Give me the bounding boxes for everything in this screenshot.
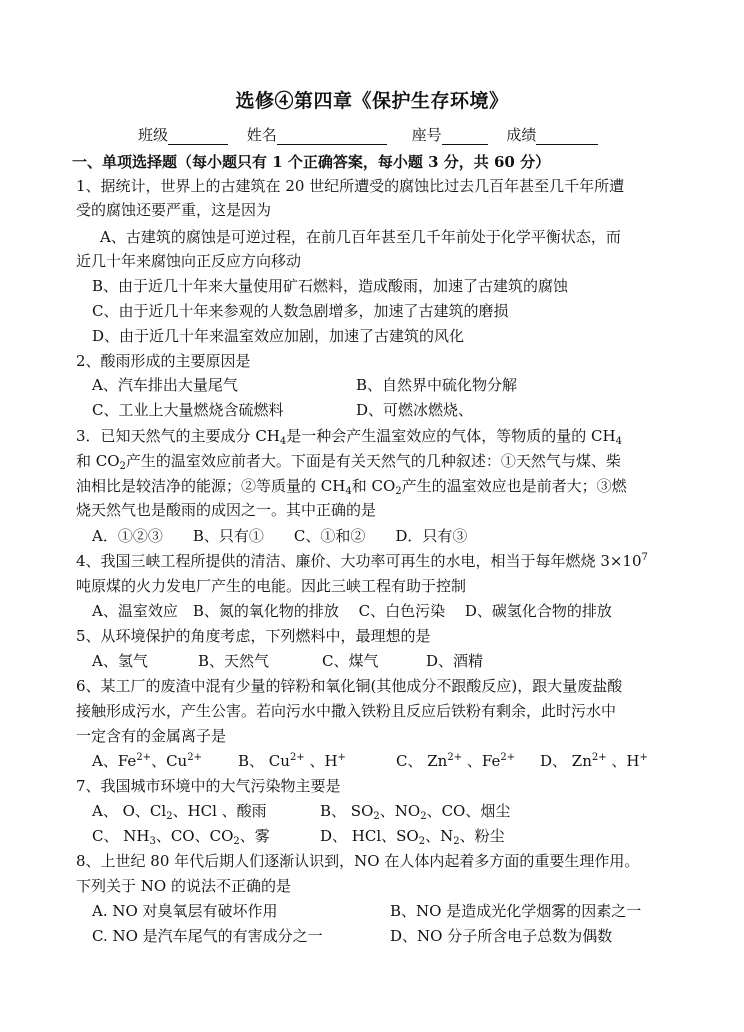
- q6-option-d: [540, 751, 648, 771]
- q7-a-text: A、 O、Cl: [92, 802, 167, 820]
- seat-label: 座号: [411, 126, 442, 144]
- q5-option-a: A、氢气: [92, 652, 148, 670]
- q6-line3: 一定含有的金属离子是: [76, 727, 227, 745]
- superscript: +: [337, 752, 346, 763]
- subscript: 4: [615, 436, 622, 447]
- q4-options: A、温室效应 B、氮的氧化物的排放 C、白色污染 D、碳氢化合物的排放: [92, 602, 612, 620]
- q3-line1-part-a: 3．已知天然气的主要成分 CH: [76, 427, 280, 445]
- q6-c-text: C、 Zn: [396, 752, 448, 770]
- score-label: 成绩: [506, 126, 537, 144]
- q4-line2: 吨原煤的火力发电厂产生的电能。因此三峡工程有助于控制: [76, 577, 467, 595]
- score-field: [506, 124, 598, 145]
- q3-line4: 烧天然气也是酸雨的成因之一。其中正确的是: [76, 501, 377, 519]
- q2-option-b: B、自然界中硫化物分解: [356, 376, 518, 394]
- subscript: 2: [420, 811, 427, 822]
- q7-d-text: D、 HCl、SO: [320, 827, 419, 845]
- q1-option-c: C、由于近几十年来参观的人数急剧增多，加速了古建筑的磨损: [92, 302, 509, 320]
- q5-option-b: B、天然气: [198, 652, 270, 670]
- superscript: 2+: [136, 752, 152, 763]
- q7-c-text: C、 NH: [92, 827, 150, 845]
- seat-blank[interactable]: [442, 130, 488, 145]
- q2-option-a: A、汽车排出大量尾气: [92, 376, 238, 394]
- q2-stem: 2、酸雨形成的主要原因是: [76, 352, 251, 370]
- q1-option-d: D、由于近几十年来温室效应加剧，加速了古建筑的风化: [92, 327, 465, 345]
- q5-option-c: C、煤气: [322, 652, 379, 670]
- q3-line2: [76, 451, 621, 471]
- q6-b-text2: 、H: [304, 752, 338, 770]
- q7-a-rest: 、HCl 、酸雨: [172, 802, 267, 820]
- q8-line2: 下列关于 NO 的说法不正确的是: [76, 877, 291, 895]
- q1-option-b: B、由于近几十年来大量使用矿石燃料，造成酸雨，加速了古建筑的腐蚀: [92, 277, 569, 295]
- section-heading: 一、单项选择题（每小题只有 1 个正确答案，每小题 3 分，共 60 分）: [72, 153, 551, 171]
- q8-option-a: A. NO 对臭氧层有破坏作用: [92, 902, 278, 920]
- q3-line3-part-b: 和 CO: [351, 477, 396, 495]
- subscript: 2: [453, 836, 460, 847]
- superscript: 2+: [289, 752, 305, 763]
- class-field: [138, 124, 228, 145]
- q3-line2-part-b: 产生的温室效应前者大。下面是有关天然气的几种叙述：①天然气与煤、柴: [125, 452, 621, 470]
- q6-d-text2: 、H: [606, 752, 640, 770]
- q6-option-b: [238, 751, 346, 771]
- subscript: 2: [395, 486, 402, 497]
- q4-line1: [76, 551, 648, 571]
- seat-field: [412, 124, 488, 145]
- superscript: 7: [641, 552, 648, 563]
- subscript: 2: [233, 836, 240, 847]
- q6-line1: 6、某工厂的废渣中混有少量的锌粉和氧化铜(其他成分不跟酸反应)，跟大量废盐酸: [76, 677, 623, 695]
- q3-options: A．①②③ B、只有① C、①和② D．只有③: [92, 527, 468, 545]
- q3-line3-part-a: 油相比是较洁净的能源；②等质量的 CH: [76, 477, 346, 495]
- superscript: 2+: [591, 752, 607, 763]
- superscript: 2+: [447, 752, 463, 763]
- superscript: 2+: [187, 752, 202, 763]
- q6-option-a: [92, 751, 202, 771]
- q2-option-d: D、可燃冰燃烧、: [356, 401, 474, 419]
- q8-option-c: C. NO 是汽车尾气的有害成分之一: [92, 927, 323, 945]
- q7-option-d: [320, 826, 505, 846]
- q6-line2: 接触形成污水，产生公害。若向污水中撒入铁粉且反应后铁粉有剩余，此时污水中: [76, 702, 617, 720]
- subscript: 2: [418, 836, 426, 847]
- superscript: 2+: [500, 752, 516, 763]
- q7-stem: 7、我国城市环境中的大气污染物主要是: [76, 777, 341, 795]
- q7-option-b: [320, 801, 510, 821]
- class-blank[interactable]: [168, 130, 228, 145]
- q8-option-b: B、NO 是造成光化学烟雾的因素之一: [390, 902, 642, 920]
- q7-b-text: B、 SO: [320, 802, 374, 820]
- q6-option-c: [396, 751, 515, 771]
- q3-line1: [76, 426, 622, 446]
- q7-c-rest: 、雾: [239, 827, 270, 845]
- q4-line1-text: 4、我国三峡工程所提供的清洁、廉价、大功率可再生的水电，相当于每年燃烧 3×10: [76, 552, 642, 570]
- q7-option-a: [92, 801, 267, 821]
- q6-c-text2: 、Fe: [462, 752, 501, 770]
- subscript: 3: [149, 836, 156, 847]
- class-label: 班级: [138, 126, 169, 144]
- name-label: 姓名: [246, 126, 277, 144]
- name-field: [247, 124, 387, 145]
- superscript: +: [639, 752, 648, 763]
- subscript: 2: [166, 811, 173, 822]
- q3-line3-part-c: 产生的温室效应也是前者大；③燃: [401, 477, 627, 495]
- q7-d-mid: 、N: [425, 827, 454, 845]
- q8-option-d: D、NO 分子所含电子总数为偶数: [390, 927, 613, 945]
- q1-stem-line1: 1、据统计，世界上的古建筑在 20 世纪所遭受的腐蚀比过去几百年甚至几千年所遭: [76, 177, 625, 195]
- subscript: 4: [345, 486, 352, 497]
- q6-d-text: D、 Zn: [540, 752, 592, 770]
- q6-b-text: B、 Cu: [238, 752, 290, 770]
- q3-line2-part-a: 和 CO: [76, 452, 120, 470]
- subscript: 2: [119, 461, 126, 472]
- subscript: 4: [279, 436, 287, 447]
- q1-option-a-line1: A、古建筑的腐蚀是可逆过程，在前几百年甚至几千年前处于化学平衡状态，而: [100, 228, 621, 246]
- q1-option-a-line2: 近几十年来腐蚀向正反应方向移动: [76, 252, 302, 270]
- q6-a-text: A、Fe: [92, 752, 137, 770]
- q8-line1: 8、上世纪 80 年代后期人们逐渐认识到，NO 在人体内起着多方面的重要生理作用。: [76, 852, 640, 870]
- q1-stem-line2: 受的腐蚀还要严重，这是因为: [76, 201, 272, 219]
- q7-c-mid: 、CO、CO: [155, 827, 234, 845]
- q3-line1-part-b: 是一种会产生温室效应的气体，等物质的量的 CH: [286, 427, 616, 445]
- student-info-line: [138, 124, 612, 145]
- q5-option-d: D、酒精: [426, 652, 484, 670]
- q2-option-c: C、工业上大量燃烧含硫燃料: [92, 401, 284, 419]
- q6-a-text2: 、Cu: [151, 752, 188, 770]
- q7-b-rest: 、CO、烟尘: [426, 802, 511, 820]
- subscript: 2: [373, 811, 380, 822]
- q3-line3: [76, 476, 627, 496]
- q7-b-mid: 、NO: [379, 802, 421, 820]
- q7-option-c: [92, 826, 270, 846]
- name-blank[interactable]: [277, 130, 387, 145]
- page-title: 选修④第四章《保护生存环境》: [235, 90, 509, 112]
- score-blank[interactable]: [536, 130, 598, 145]
- q7-d-rest: 、粉尘: [459, 827, 505, 845]
- q5-stem: 5、从环境保护的角度考虑，下列燃料中，最理想的是: [76, 627, 431, 645]
